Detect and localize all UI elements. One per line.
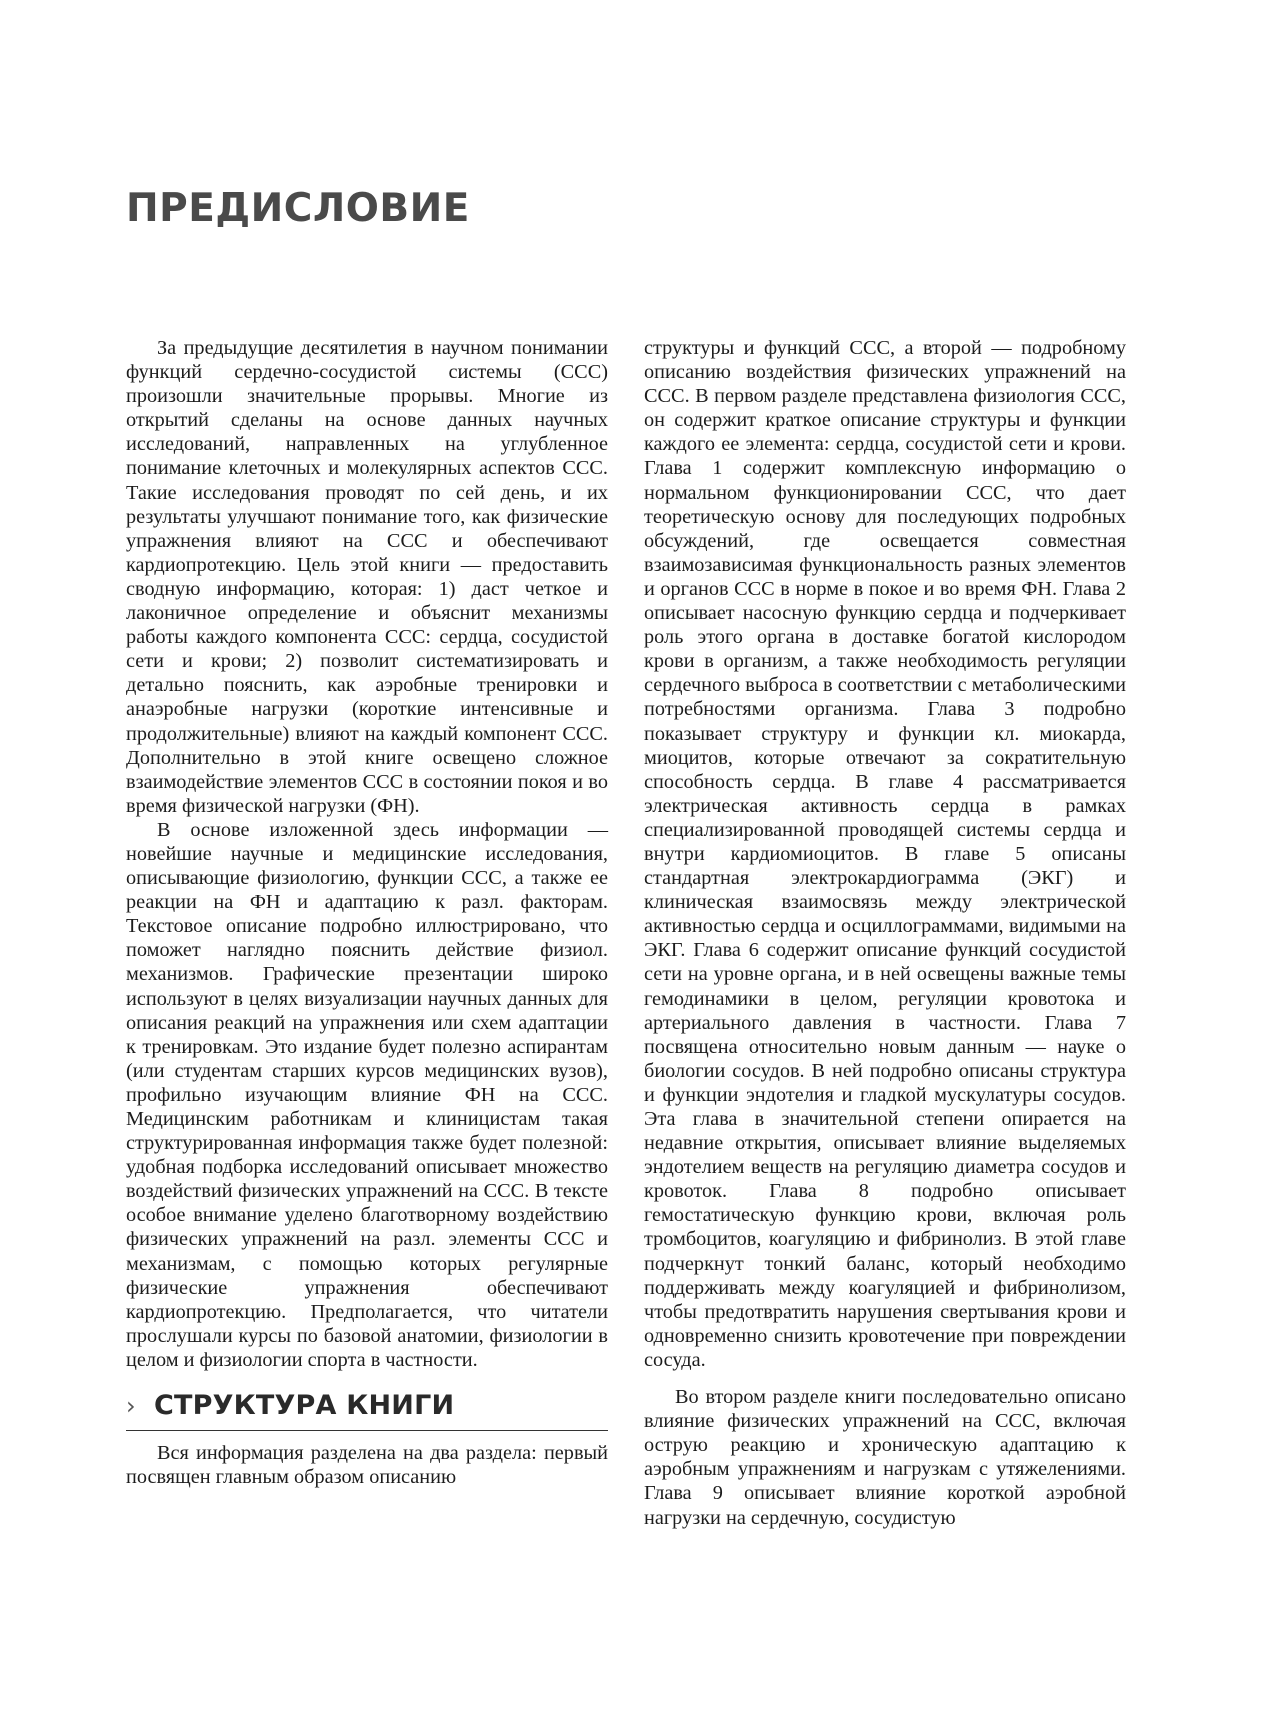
section-heading-text: СТРУКТУРА КНИГИ (154, 1390, 455, 1422)
page-title: ПРЕДИСЛОВИЕ (126, 186, 470, 231)
second-section-paragraph: Во втором разделе книги последовательно описано влияние физических упражнений на ССС, включая острую реакцию и хроническую адаптацию к аэробным упражнениям и нагрузкам с утяжелениями. Глава 9 описывает влияние короткой аэробной нагрузки на сердечную, сосудистую (644, 1386, 1126, 1529)
intro-paragraph: За предыдущие десятилетия в научном понимании функций сердечно-сосудистой системы (ССС) произошли значительные прорывы. Многие из открытий сделаны на основе данных научных исследований, направленных на углубленное понимание клеточных и молекулярных аспектов ССС. Такие исследования проводят по сей день, и их результаты улучшают понимание того, как физические упражнения влияют на ССС и обеспечивают кардиопротекцию. Цель этой книги — предоставить сводную информацию, которая: 1) даст четкое и лаконичное определение и объяснит механизмы работы каждого компонента ССС: сердца, сосудистой сети и крови; 2) позволит систематизировать и детально пояснить, как аэробные тренировки и анаэробные нагрузки (короткие интенсивные и продолжительные) влияют на каждый компонент ССС. Дополнительно в этой книге освещено сложное взаимодействие элементов ССС в состоянии покоя и во время физической нагрузки (ФН). (126, 337, 608, 817)
structure-paragraph: Вся информация разделена на два раздела: первый посвящен главным образом описанию (126, 1442, 608, 1489)
left-column (126, 336, 608, 1489)
chevron-right-icon: › (126, 1392, 136, 1421)
sources-paragraph: В основе изложенной здесь информации — новейшие научные и медицинские исследования, описывающие физиологию, функции ССС, а также ее реакции на ФН и адаптацию к разл. факторам. Текстовое описание подробно иллюстрировано, что поможет наглядно пояснить действие физиол. механизмов. Графические презентации широко используют в целях визуализации научных данных для описания реакций на упражнения или схем адаптации к тренировкам. Это издание будет полезно аспирантам (или студентам старших курсов медицинских вузов), профильно изучающим влияние ФН на ССС. Медицинским работникам и клиницистам такая структурированная информация также будет полезной: удобная подборка исследований описывает множество воздействий физических упражнений на ССС. В тексте особое внимание уделено благотворному воздействию физических упражнений на разл. элементы ССС и механизмам, с помощью которых регулярные физические упражнения обеспечивают кардиопротекцию. Предполагается, что читатели прослушали курсы по базовой анатомии, физиологии в целом и физиологии спорта в частности. (126, 818, 608, 1371)
section-heading (126, 1390, 608, 1431)
right-column (644, 336, 1126, 1530)
continued-paragraph: структуры и функций ССС, а второй — подробному описанию воздействия физических упражнений на ССС. В первом разделе представлена физиология ССС, он содержит краткое описание структуры и функции каждого ее элемента: сердца, сосудистой сети и крови. Глава 1 содержит комплексную информацию о нормальном функционировании ССС, что дает теоретическую основу для последующих подробных обсуждений, где освещается совместная взаимозависимая функциональность разных элементов и органов ССС в норме в покое и во время ФН. Глава 2 описывает насосную функцию сердца и подчеркивает роль этого органа в доставке богатой кислородом крови в организм, а также необходимость регуляции сердечного выброса в соответствии с метаболическими потребностями организма. Глава 3 подробно показывает структуру и функции кл. миокарда, миоцитов, которые отвечают за сократительную способность сердца. В главе 4 рассматривается электрическая активность сердца в рамках специализированной проводящей системы сердца и внутри кардиомиоцитов. В главе 5 описаны стандартная электрокардиограмма (ЭКГ) и клиническая взаимосвязь между электрической активностью сердца и осциллограммами, видимыми на ЭКГ. Глава 6 содержит описание функций сосудистой сети на уровне органа, и в ней освещены важные темы гемодинамики в целом, регуляции кровотока и артериального давления в частности. Глава 7 посвящена относительно новым данным — науке о биологии сосудов. В ней подробно описаны структура и функции эндотелия и гладкой мускулатуры сосудов. Эта глава в значительной степени опирается на недавние открытия, описывает влияние выделяемых эндотелием веществ на регуляцию диаметра сосудов и кровоток. Глава 8 подробно описывает гемостатическую функцию крови, включая роль тромбоцитов, коагуляцию и фибринолиз. В этой главе подчеркнут тонкий баланс, который необходимо поддерживать между коагуляцией и фибринолизом, чтобы предотвратить нарушения свертывания крови и одновременно снизить кровотечение при повреждении сосуда. (644, 337, 1126, 1371)
